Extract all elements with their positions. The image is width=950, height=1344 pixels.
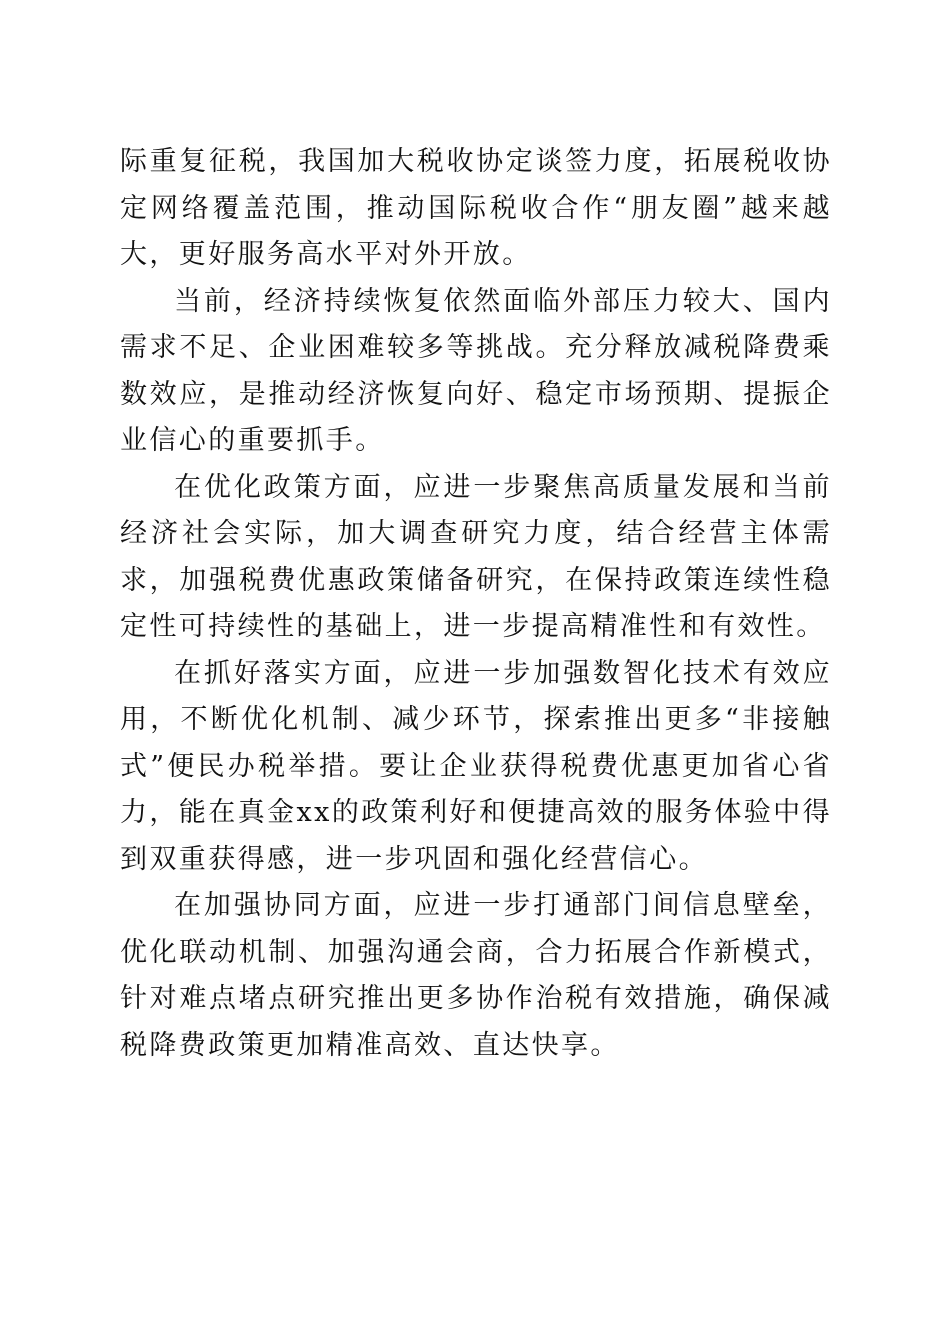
paragraph-optimize-policy: 在优化政策方面，应进一步聚焦高质量发展和当前经济社会实际，加大调查研究力度，结合经营主体需求，加强税费优惠政策储备研究，在保持政策连续性稳定性可持续性的基础上，进一步提高精准性和有效性。 xyxy=(120,471,832,642)
document-body xyxy=(120,139,832,1069)
paragraph-implementation: 在抓好落实方面，应进一步加强数智化技术有效应用，不断优化机制、减少环节，探索推出更多“非接触式”便民办税举措。要让企业获得税费优惠更加省心省力，能在真金xx的政策利好和便捷高效的服务体验中得到双重获得感，进一步巩固和强化经营信心。 xyxy=(120,657,832,875)
paragraph-economic-challenges: 当前，经济持续恢复依然面临外部压力较大、国内需求不足、企业困难较多等挑战。充分释放减税降费乘数效应，是推动经济恢复向好、稳定市场预期、提振企业信心的重要抓手。 xyxy=(120,285,832,456)
paragraph-continuation: 际重复征税，我国加大税收协定谈签力度，拓展税收协定网络覆盖范围，推动国际税收合作“朋友圈”越来越大，更好服务高水平对外开放。 xyxy=(120,146,832,270)
paragraph-coordination: 在加强协同方面，应进一步打通部门间信息壁垒，优化联动机制、加强沟通会商，合力拓展合作新模式，针对难点堵点研究推出更多协作治税有效措施，确保减税降费政策更加精准高效、直达快享。 xyxy=(120,890,832,1061)
